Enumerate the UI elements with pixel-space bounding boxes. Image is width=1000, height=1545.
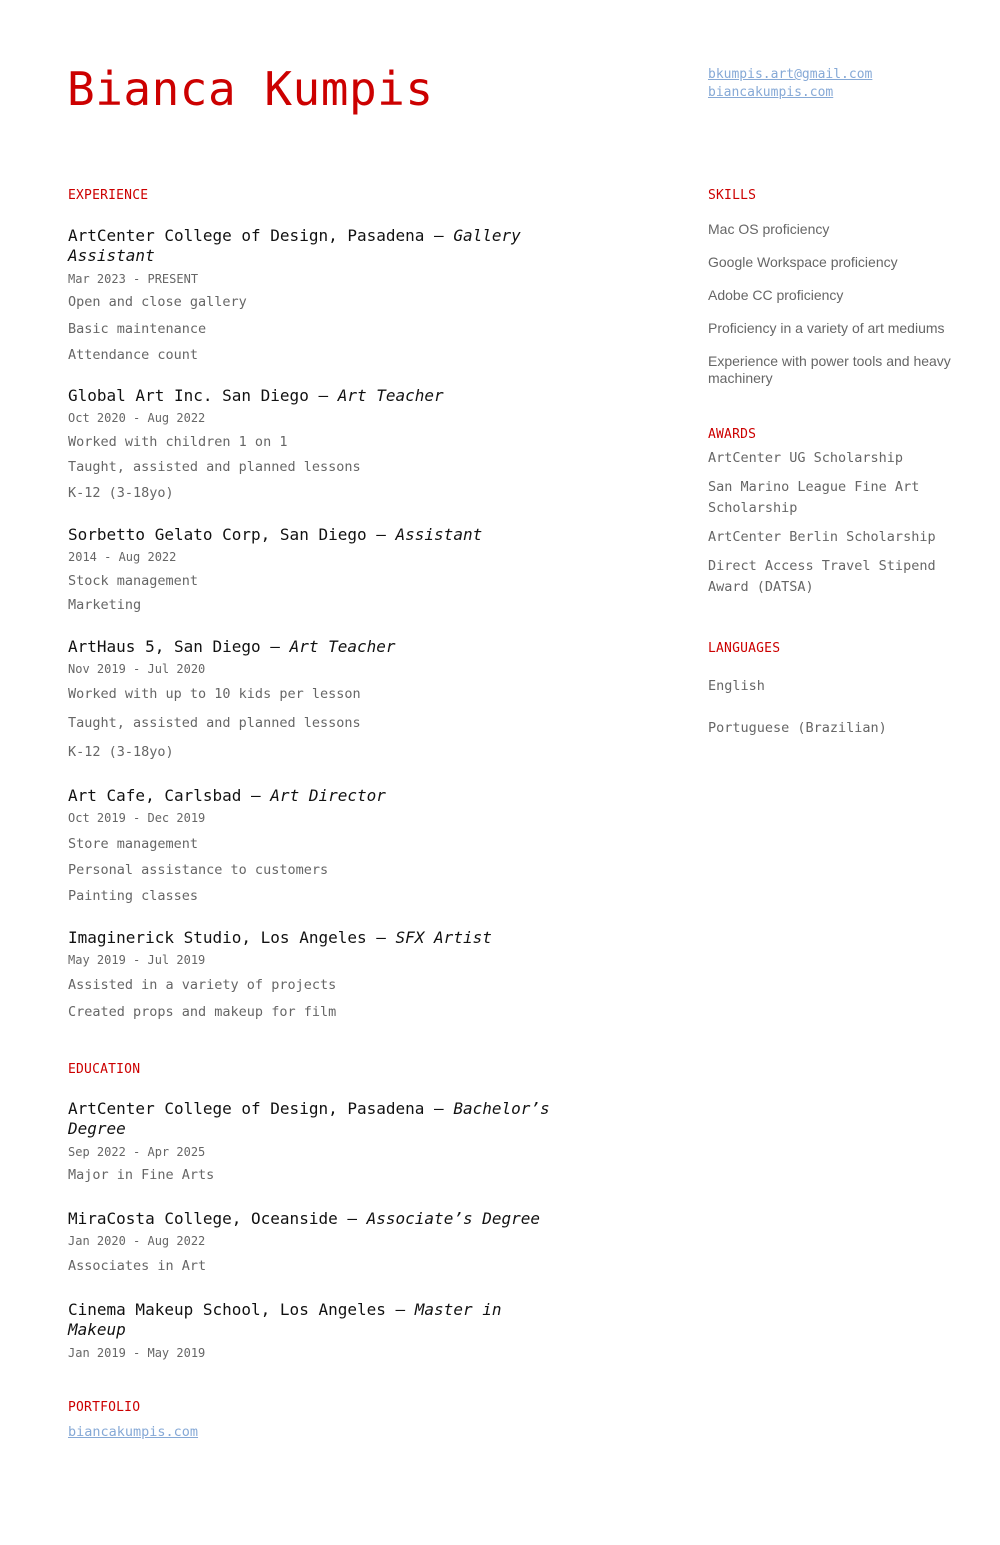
experience-entry [68,525,568,565]
entry-org: Imaginerick Studio, Los Angeles — [68,928,396,947]
language-item: Portuguese (Brazilian) [708,720,887,736]
entry-date: Jan 2019 - May 2019 [68,1346,206,1360]
entry-role: Art Teacher [337,386,444,405]
education-entry [68,1300,568,1361]
entry-org: Sorbetto Gelato Corp, San Diego — [68,525,396,544]
entry-org: Cinema Makeup School, Los Angeles — [68,1300,415,1319]
portfolio-link[interactable]: biancakumpis.com [68,1424,199,1440]
entry-title [68,386,568,406]
skills-heading: SKILLS [708,188,757,203]
education-heading: EDUCATION [68,1062,141,1077]
entry-date: Nov 2019 - Jul 2020 [68,662,206,676]
experience-entry [68,786,568,826]
entry-org: ArtHaus 5, San Diego — [68,637,290,656]
entry-title [68,525,568,545]
entry-title [68,786,568,806]
entry-role: Assistant [395,525,483,544]
entry-bullet: Taught, assisted and planned lessons [68,459,361,475]
entry-bullet: Worked with children 1 on 1 [68,434,288,450]
experience-entry [68,928,568,968]
entry-title [68,1209,568,1229]
entry-date: May 2019 - Jul 2019 [68,953,206,967]
entry-bullet: Marketing [68,597,142,613]
award-item: Direct Access Travel Stipend Award (DATSA) [708,558,936,595]
entry-date: Jan 2020 - Aug 2022 [68,1234,206,1248]
skill-item: Adobe CC proficiency [708,287,844,303]
entry-title [68,928,568,948]
entry-date: Mar 2023 - PRESENT [68,272,199,286]
entry-role: Bachelor’s Degree [68,1099,550,1138]
entry-bullet: Basic maintenance [68,321,207,337]
entry-title [68,1099,568,1139]
entry-bullet: Store management [68,836,199,852]
entry-date: Oct 2020 - Aug 2022 [68,411,206,425]
entry-date: Sep 2022 - Apr 2025 [68,1145,206,1159]
award-item: ArtCenter Berlin Scholarship [708,529,936,545]
entry-role: Art Director [270,786,386,805]
entry-bullet: Open and close gallery [68,294,247,310]
entry-bullet: Associates in Art [68,1258,207,1274]
entry-title [68,226,568,266]
entry-role: Art Teacher [289,637,396,656]
entry-org: ArtCenter College of Design, Pasadena — [68,226,454,245]
experience-entry [68,226,568,287]
entry-org: Art Cafe, Carlsbad — [68,786,271,805]
entry-title [68,637,568,657]
entry-bullet: Taught, assisted and planned lessons [68,715,361,731]
entry-bullet: Personal assistance to customers [68,862,329,878]
skill-item: Proficiency in a variety of art mediums [708,320,945,336]
education-entry [68,1209,568,1249]
languages-heading: LANGUAGES [708,641,781,656]
entry-org: Global Art Inc. San Diego — [68,386,338,405]
entry-title [68,1300,568,1340]
entry-org: MiraCosta College, Oceanside — [68,1209,367,1228]
entry-bullet: Attendance count [68,347,199,363]
language-item: English [708,678,765,694]
entry-bullet: Painting classes [68,888,199,904]
entry-role: Master in Makeup [68,1300,502,1339]
portfolio-heading: PORTFOLIO [68,1400,141,1415]
entry-role: Associate’s Degree [366,1209,541,1228]
email-link[interactable]: bkumpis.art@gmail.com [708,67,873,82]
entry-role: Gallery Assistant [68,226,521,265]
entry-date: Oct 2019 - Dec 2019 [68,811,206,825]
contact-block [708,66,872,102]
entry-bullet: K-12 (3-18yo) [68,485,174,501]
entry-bullet: Major in Fine Arts [68,1167,215,1183]
entry-role: SFX Artist [395,928,492,947]
award-item: San Marino League Fine Art Scholarship [708,479,920,516]
skill-item: Google Workspace proficiency [708,254,898,270]
entry-bullet: Stock management [68,573,199,589]
entry-date: 2014 - Aug 2022 [68,550,177,564]
awards-heading: AWARDS [708,427,757,442]
experience-entry [68,386,568,426]
entry-bullet: K-12 (3-18yo) [68,744,174,760]
skill-item: Experience with power tools and heavy machinery [708,353,951,386]
skill-item: Mac OS proficiency [708,221,830,237]
entry-bullet: Created props and makeup for film [68,1004,337,1020]
resume-name: Bianca Kumpis [67,62,434,116]
website-link[interactable]: biancakumpis.com [708,85,834,100]
entry-org: ArtCenter College of Design, Pasadena — [68,1099,454,1118]
education-entry [68,1099,568,1160]
entry-bullet: Assisted in a variety of projects [68,977,337,993]
award-item: ArtCenter UG Scholarship [708,450,904,466]
entry-bullet: Worked with up to 10 kids per lesson [68,686,361,702]
experience-entry [68,637,568,677]
experience-heading: EXPERIENCE [68,188,149,203]
